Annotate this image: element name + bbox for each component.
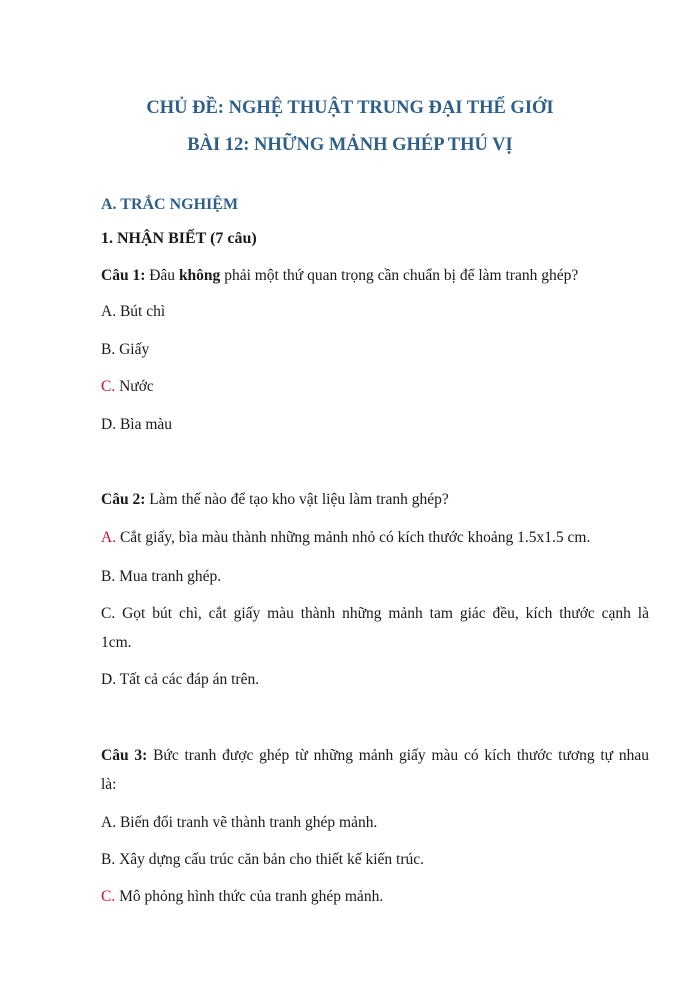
option-letter: D. xyxy=(101,671,117,688)
q3-option-b xyxy=(101,850,649,870)
option-text: Giấy xyxy=(115,341,150,358)
q2-option-d xyxy=(101,670,649,690)
question-text: Bức tranh được ghép từ những mảnh giấy màu có kích thước tương tự nhau xyxy=(147,747,649,764)
option-letter: A. xyxy=(101,814,117,831)
option-letter-correct: C. xyxy=(101,888,116,905)
option-text: Bút chì xyxy=(116,303,166,320)
option-text: Biến đổi tranh vẽ thành tranh ghép mảnh. xyxy=(116,814,378,831)
q1-option-d xyxy=(101,415,649,435)
option-text: Tất cả các đáp án trên. xyxy=(116,671,260,688)
question-emphasis: không xyxy=(178,267,221,284)
section-a-heading: A. TRẮC NGHIỆM xyxy=(101,196,239,213)
question-3-continued: là: xyxy=(101,776,117,793)
option-text: Bìa màu xyxy=(116,416,173,433)
question-text: Làm thế nào để tạo kho vật liệu làm tranh ghép? xyxy=(145,491,449,508)
option-text: Mua tranh ghép. xyxy=(115,568,222,585)
option-letter: B. xyxy=(101,341,116,358)
question-1 xyxy=(101,266,649,286)
option-text: Cắt giấy, bìa màu thành những mảnh nhỏ có kích thước khoảng 1.5x1.5 cm. xyxy=(116,529,591,546)
q2-option-a-correct xyxy=(101,528,649,548)
option-letter: D. xyxy=(101,416,117,433)
q2-option-b xyxy=(101,567,649,587)
question-text: phải một thứ quan trọng cần chuẩn bị để làm tranh ghép? xyxy=(220,267,579,284)
question-label: Câu 2: xyxy=(101,491,146,508)
option-letter: C. xyxy=(101,605,116,622)
question-text: Đâu xyxy=(145,267,179,284)
option-letter: A. xyxy=(101,303,117,320)
subsection-1-heading: 1. NHẬN BIẾT (7 câu) xyxy=(101,230,257,247)
option-text: Mô phỏng hình thức của tranh ghép mảnh. xyxy=(115,888,384,905)
lesson-title: BÀI 12: NHỮNG MẢNH GHÉP THÚ VỊ xyxy=(187,135,513,155)
q2-option-c xyxy=(101,604,649,624)
option-text: Xây dựng cấu trúc căn bản cho thiết kế kiến trúc. xyxy=(115,851,425,868)
question-label: Câu 3: xyxy=(101,747,148,764)
q1-option-a xyxy=(101,302,649,322)
topic-title: CHỦ ĐỀ: NGHỆ THUẬT TRUNG ĐẠI THẾ GIỚI xyxy=(146,98,554,118)
option-letter-correct: C. xyxy=(101,378,116,395)
option-text: Gọt bút chì, cắt giấy màu thành những mảnh tam giác đều, kích thước cạnh là xyxy=(115,605,649,622)
option-letter: B. xyxy=(101,568,116,585)
q2-option-c-continued: 1cm. xyxy=(101,634,132,651)
option-text: Nước xyxy=(115,378,154,395)
question-3 xyxy=(101,746,649,766)
q1-option-c-correct xyxy=(101,377,649,397)
option-letter-correct: A. xyxy=(101,529,117,546)
q1-option-b xyxy=(101,340,649,360)
q3-option-a xyxy=(101,813,649,833)
question-2 xyxy=(101,490,649,510)
q3-option-c-correct xyxy=(101,887,649,907)
option-letter: B. xyxy=(101,851,116,868)
question-label: Câu 1: xyxy=(101,267,146,284)
